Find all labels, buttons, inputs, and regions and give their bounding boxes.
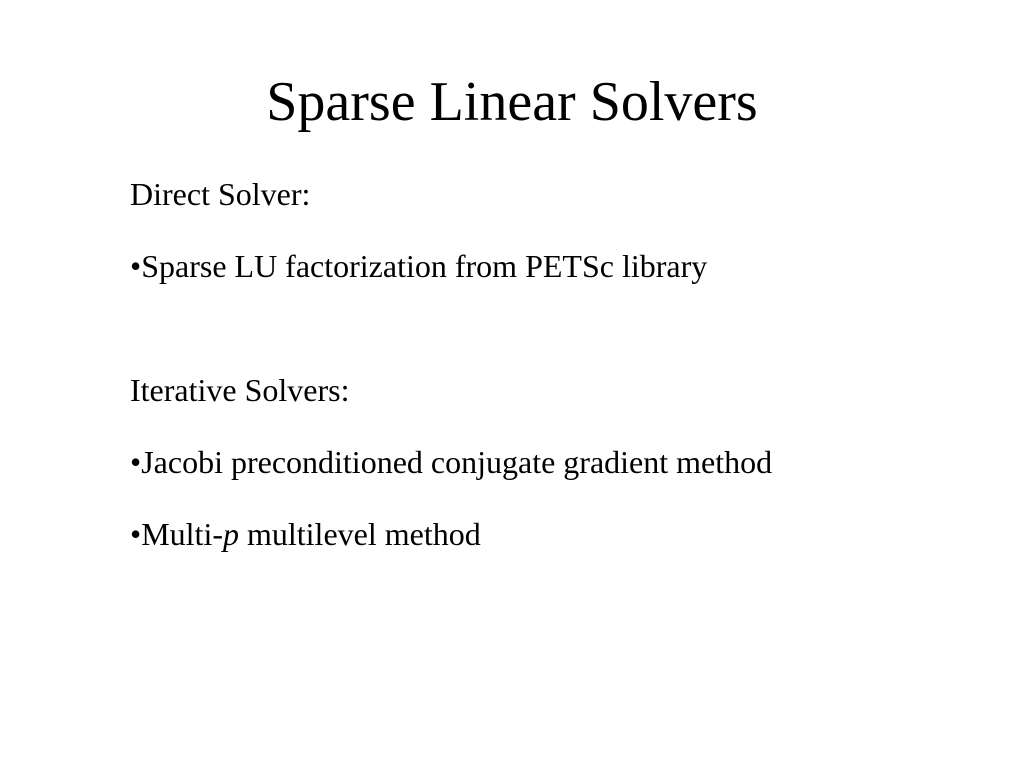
slide-body xyxy=(130,172,850,556)
slide-title: Sparse Linear Solvers xyxy=(266,71,758,133)
iterative-bullet-jacobi: •Jacobi preconditioned conjugate gradient method xyxy=(130,444,773,480)
direct-solver-bullet: •Sparse LU factorization from PETSc library xyxy=(130,248,708,284)
iterative-bullet-multip xyxy=(130,512,850,556)
multip-suffix: multilevel method xyxy=(238,516,481,552)
direct-solver-heading: Direct Solver: xyxy=(130,176,311,212)
multip-italic-p: p xyxy=(222,516,239,552)
multip-prefix: •Multi- xyxy=(130,516,223,552)
section-spacer xyxy=(130,288,850,368)
iterative-solvers-heading: Iterative Solvers: xyxy=(130,372,350,408)
